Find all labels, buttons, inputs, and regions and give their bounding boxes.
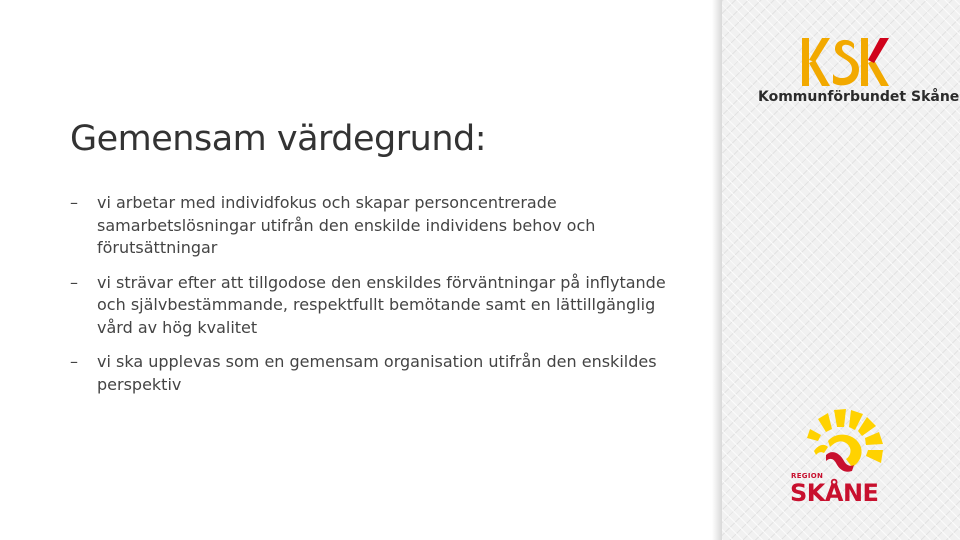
- bullet-text: vi ska upplevas som en gemensam organisation utifrån den enskildes perspektiv: [97, 352, 657, 394]
- bullet-marker: –: [70, 272, 78, 292]
- region-label: REGION: [791, 472, 824, 480]
- bullet-list: [70, 192, 670, 408]
- region-skane-name: SKÅNE: [790, 479, 879, 507]
- bullet-item: [70, 192, 670, 260]
- bullet-marker: –: [70, 193, 78, 212]
- slide-title: Gemensam värdegrund:: [70, 119, 487, 160]
- bullet-text: vi arbetar med individfokus och skapar personcentrerade samarbetslösningar utifrån den enskilde individens behov och förutsättningar: [97, 193, 596, 257]
- bullet-marker: –: [70, 352, 78, 371]
- ksk-logo-name: Kommunförbundet Skåne: [758, 89, 960, 105]
- bullet-item: [70, 351, 670, 396]
- bullet-text: vi strävar efter att tillgodose den enskildes förväntningar på inflytande och självbestämmande, respektfullt bemötande samt en lättillgänglig vård av hög kvalitet: [97, 272, 666, 337]
- ksk-logo-icon: [800, 36, 890, 88]
- bullet-item: [70, 272, 670, 340]
